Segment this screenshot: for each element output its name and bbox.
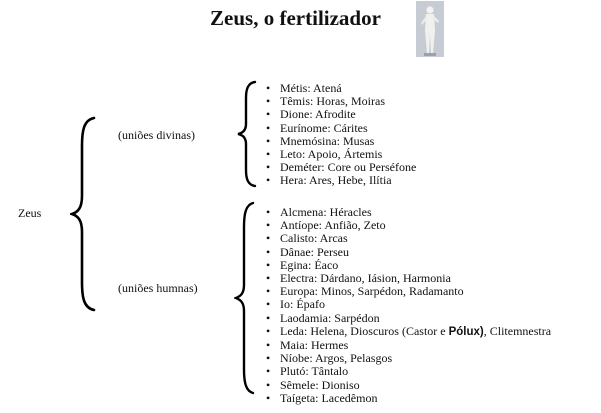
list-item: • Electra: Dárdano, Iásion, Harmonia <box>266 272 551 285</box>
list-item-leda: • Leda: Helena, Dioscuros (Castor e Pólux), Clitemnestra <box>266 325 551 339</box>
list-item: • Alcmena: Héracles <box>266 206 551 219</box>
list-item: • Eurínome: Cárites <box>266 122 416 135</box>
divine-unions-brace <box>236 80 258 188</box>
list-item: • Io: Épafo <box>266 298 551 311</box>
list-item: • Sêmele: Dioniso <box>266 379 551 392</box>
list-item: • Leto: Apoio, Ártemis <box>266 148 416 161</box>
list-item: • Métis: Atená <box>266 82 416 95</box>
human-unions-brace <box>234 201 256 395</box>
human-unions-list <box>266 206 551 405</box>
list-item: • Plutó: Tântalo <box>266 365 551 378</box>
zeus-statue-image <box>416 1 444 57</box>
list-item: • Europa: Minos, Sarpédon, Radamanto <box>266 285 551 298</box>
human-unions-label: (uniões humnas) <box>118 281 198 295</box>
divine-unions-list <box>266 82 416 188</box>
list-item: • Dânae: Perseu <box>266 246 551 259</box>
list-item: • Dione: Afrodite <box>266 108 416 121</box>
zeus-brace <box>70 116 98 312</box>
list-item: • Taígeta: Lacedêmon <box>266 392 551 405</box>
list-item: • Egina: Éaco <box>266 259 551 272</box>
zeus-label: Zeus <box>18 206 42 220</box>
list-item: • Níobe: Argos, Pelasgos <box>266 352 551 365</box>
page-title: Zeus, o fertilizador <box>210 6 381 30</box>
list-item: • Antíope: Anfião, Zeto <box>266 219 551 232</box>
divine-unions-label: (uniões divinas) <box>118 128 195 142</box>
list-item: • Calisto: Arcas <box>266 232 551 245</box>
list-item: • Têmis: Horas, Moiras <box>266 95 416 108</box>
list-item: • Maia: Hermes <box>266 339 551 352</box>
list-item: • Laodamia: Sarpédon <box>266 312 551 325</box>
list-item: • Deméter: Core ou Perséfone <box>266 161 416 174</box>
list-item: • Mnemósina: Musas <box>266 135 416 148</box>
list-item: • Hera: Ares, Hebe, Ilítia <box>266 174 416 187</box>
